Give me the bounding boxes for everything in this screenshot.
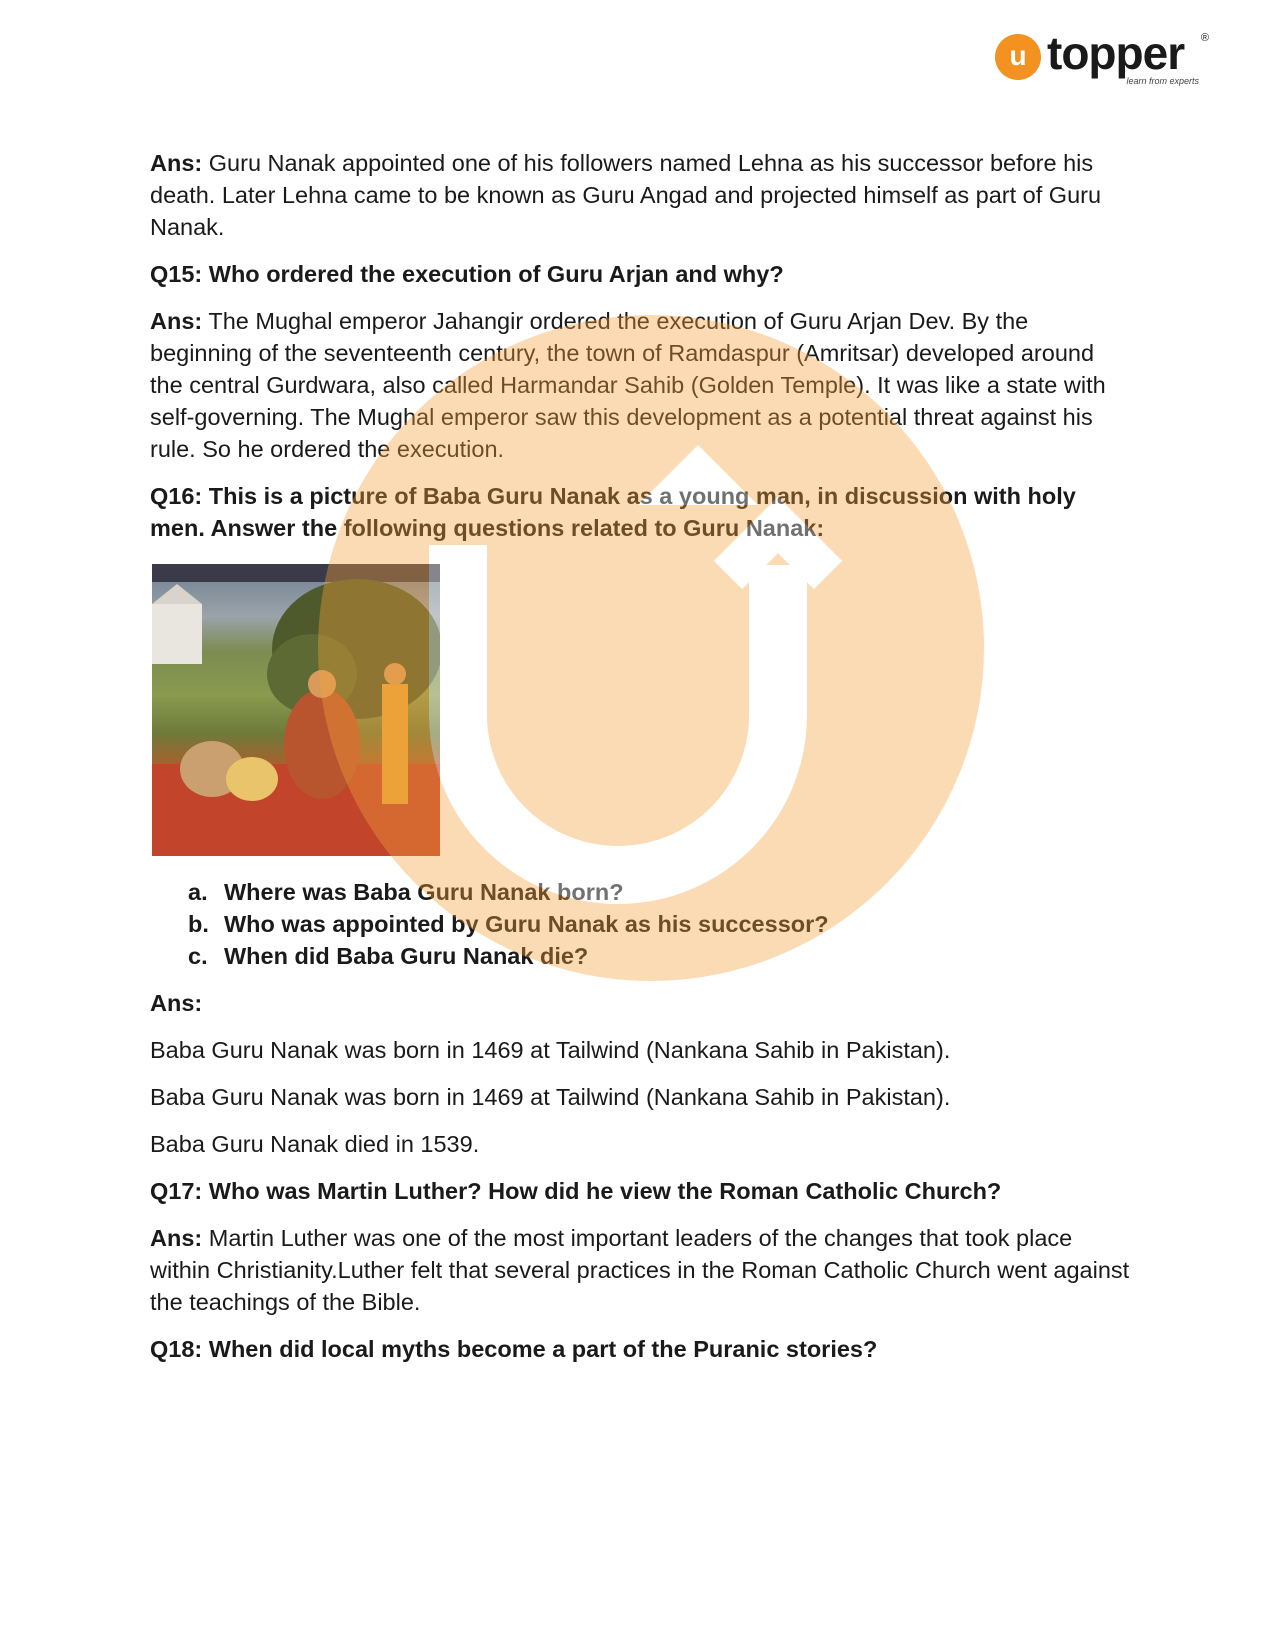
answer-label: Ans: (150, 150, 203, 176)
question-18: Q18: When did local myths become a part of the Puranic stories? (150, 1336, 878, 1362)
list-marker: c. (188, 943, 208, 969)
document-body (150, 147, 1130, 1380)
sub-question-text: Where was Baba Guru Nanak born? (224, 879, 624, 905)
sub-question-text: When did Baba Guru Nanak die? (224, 943, 589, 969)
sub-question-list (188, 876, 1130, 972)
answer-text: The Mughal emperor Jahangir ordered the execution of Guru Arjan Dev. By the beginning of the seventeenth century, the town of Ramdaspur (Amritsar) developed around the central Gurdwara, also called Harmandar Sahib (Golden Temple). It was like a state with self-governing. The Mughal emperor saw this development as a potential threat against his rule. So he ordered the execution. (150, 308, 1106, 462)
question-17: Q17: Who was Martin Luther? How did he view the Roman Catholic Church? (150, 1178, 1002, 1204)
answer-15 (150, 305, 1130, 465)
logo-wordmark: topper (1047, 27, 1185, 79)
list-marker: b. (188, 911, 209, 937)
sub-question-c (188, 940, 1130, 972)
sub-question-text: Who was appointed by Guru Nanak as his successor? (224, 911, 829, 937)
logo-registered-mark: ® (1200, 32, 1209, 44)
answer-text: Martin Luther was one of the most important leaders of the changes that took place within Christianity.Luther felt that several practices in the Roman Catholic Church went against the teachings of the Bible. (150, 1225, 1130, 1315)
answer-14 (150, 147, 1130, 243)
topper-logo (995, 27, 1209, 90)
question-15: Q15: Who ordered the execution of Guru Arjan and why? (150, 261, 784, 287)
answer-17 (150, 1222, 1130, 1318)
answer-text: Guru Nanak appointed one of his followers named Lehna as his successor before his death. Later Lehna came to be known as Guru Angad and projected himself as part of Guru Nanak. (150, 150, 1102, 240)
list-marker: a. (188, 879, 208, 905)
guru-nanak-painting-image (152, 564, 440, 856)
sub-question-a (188, 876, 1130, 908)
answer-16-line-2: Baba Guru Nanak was born in 1469 at Tailwind (Nankana Sahib in Pakistan). (150, 1084, 951, 1110)
logo-tagline: learn from experts (1126, 76, 1199, 86)
answer-16-line-3: Baba Guru Nanak died in 1539. (150, 1131, 480, 1157)
answer-label: Ans: (150, 308, 203, 334)
answer-16-label: Ans: (150, 990, 203, 1016)
logo-u-icon: u (995, 34, 1041, 80)
question-16: Q16: This is a picture of Baba Guru Nanak as a young man, in discussion with holy men. Answer the following questions related to Guru Nanak: (150, 483, 1076, 541)
answer-16-line-1: Baba Guru Nanak was born in 1469 at Tailwind (Nankana Sahib in Pakistan). (150, 1037, 951, 1063)
sub-question-b (188, 908, 1130, 940)
answer-label: Ans: (150, 1225, 203, 1251)
